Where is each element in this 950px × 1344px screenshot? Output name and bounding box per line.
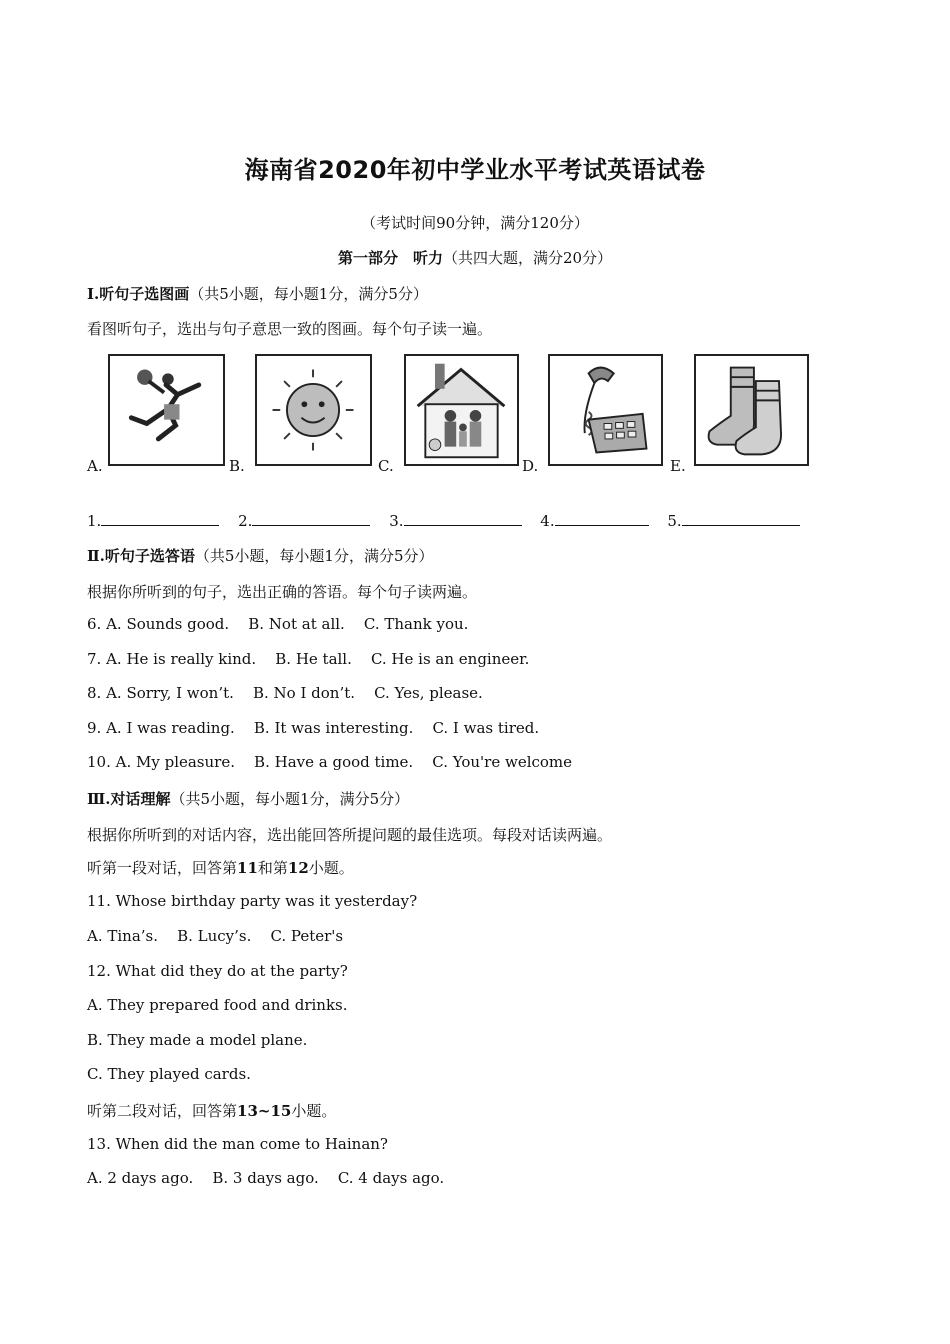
question-10: 10. A. My pleasure. B. Have a good time. C. You're welcome — [87, 753, 573, 771]
telephone-icon — [548, 354, 663, 466]
dialog-1-post: 小题。 — [308, 859, 354, 877]
blank-label-2: 2. — [238, 512, 253, 530]
question-12-option-a: A. They prepared food and drinks. — [87, 996, 348, 1014]
picture-label-a: A. — [87, 457, 103, 475]
question-9: 9. A. I was reading. B. It was interesting. C. I was tired. — [87, 719, 540, 737]
question-6: 6. A. Sounds good. B. Not at all. C. Thank you. — [87, 615, 469, 633]
dialog-2-num: 13~15 — [237, 1102, 292, 1120]
section-2-heading — [87, 545, 434, 566]
question-11-options: A. Tina’s. B. Lucy’s. C. Peter's — [87, 927, 344, 945]
section-3-heading — [87, 788, 409, 809]
question-12-option-c: C. They played cards. — [87, 1065, 251, 1083]
sun-icon — [255, 354, 372, 466]
picture-label-e: E. — [670, 457, 686, 475]
page-title: 海南省2020年初中学业水平考试英语试卷 — [244, 156, 706, 184]
question-12-option-b: B. They made a model plane. — [87, 1031, 308, 1049]
section-1-instruction: 看图听句子，选出与句子意思一致的图画。每个句子读一遍。 — [87, 320, 493, 338]
section-1-note: （共5小题，每小题1分，满分5分） — [189, 285, 428, 303]
part-label: 第一部分 听力 — [337, 249, 443, 267]
section-2-title: Ⅱ.听句子选答语 — [87, 547, 195, 565]
dialog-2-post: 小题。 — [291, 1102, 337, 1120]
answer-blank-4[interactable] — [555, 511, 649, 526]
question-13-options: A. 2 days ago. B. 3 days ago. C. 4 days ago. — [87, 1169, 445, 1187]
part-note: （共四大题，满分20分） — [442, 249, 613, 267]
picture-label-b: B. — [229, 457, 245, 475]
answer-blank-3[interactable] — [404, 511, 522, 526]
part-heading — [0, 247, 950, 268]
dialog-1-intro — [87, 857, 354, 878]
question-7: 7. A. He is really kind. B. He tall. C. He is an engineer. — [87, 650, 530, 668]
section-3-note: （共5小题，每小题1分，满分5分） — [170, 790, 410, 808]
blank-label-1: 1. — [87, 512, 102, 530]
dialog-1-text: 听第一段对话，回答第 — [87, 859, 238, 877]
family-house-icon — [404, 354, 519, 466]
picture-label-c: C. — [378, 457, 394, 475]
question-11: 11. Whose birthday party was it yesterday? — [87, 892, 418, 910]
dialog-2-intro — [87, 1100, 336, 1121]
answer-blank-2[interactable] — [252, 511, 370, 526]
section-1-heading — [87, 283, 428, 304]
section-1-title: I.听句子选图画 — [87, 285, 190, 303]
question-13: 13. When did the man come to Hainan? — [87, 1135, 388, 1153]
picture-label-d: D. — [522, 457, 539, 475]
section-2-note: （共5小题，每小题1分，满分5分） — [194, 547, 434, 565]
blank-label-5: 5. — [667, 512, 682, 530]
dialog-1-mid: 和第 — [257, 859, 288, 877]
answer-blank-5[interactable] — [682, 511, 800, 526]
exam-info: （考试时间90分钟，满分120分） — [361, 214, 589, 232]
blank-label-3: 3. — [389, 512, 404, 530]
basketball-player-icon — [108, 354, 225, 466]
question-12: 12. What did they do at the party? — [87, 962, 348, 980]
dialog-1-num-b: 12 — [287, 859, 309, 877]
question-8: 8. A. Sorry, I won’t. B. No I don’t. C. Yes, please. — [87, 684, 483, 702]
dialog-2-text: 听第二段对话，回答第 — [87, 1102, 238, 1120]
section-2-instruction: 根据你所听到的句子，选出正确的答语。每个句子读两遍。 — [87, 583, 478, 601]
answer-blanks — [87, 511, 814, 530]
socks-icon — [694, 354, 809, 466]
dialog-1-num-a: 11 — [237, 859, 258, 877]
blank-label-4: 4. — [540, 512, 555, 530]
answer-blank-1[interactable] — [101, 511, 219, 526]
section-3-title: Ⅲ.对话理解 — [87, 790, 171, 808]
section-3-instruction: 根据你所听到的对话内容，选出能回答所提问题的最佳选项。每段对话读两遍。 — [87, 826, 613, 844]
